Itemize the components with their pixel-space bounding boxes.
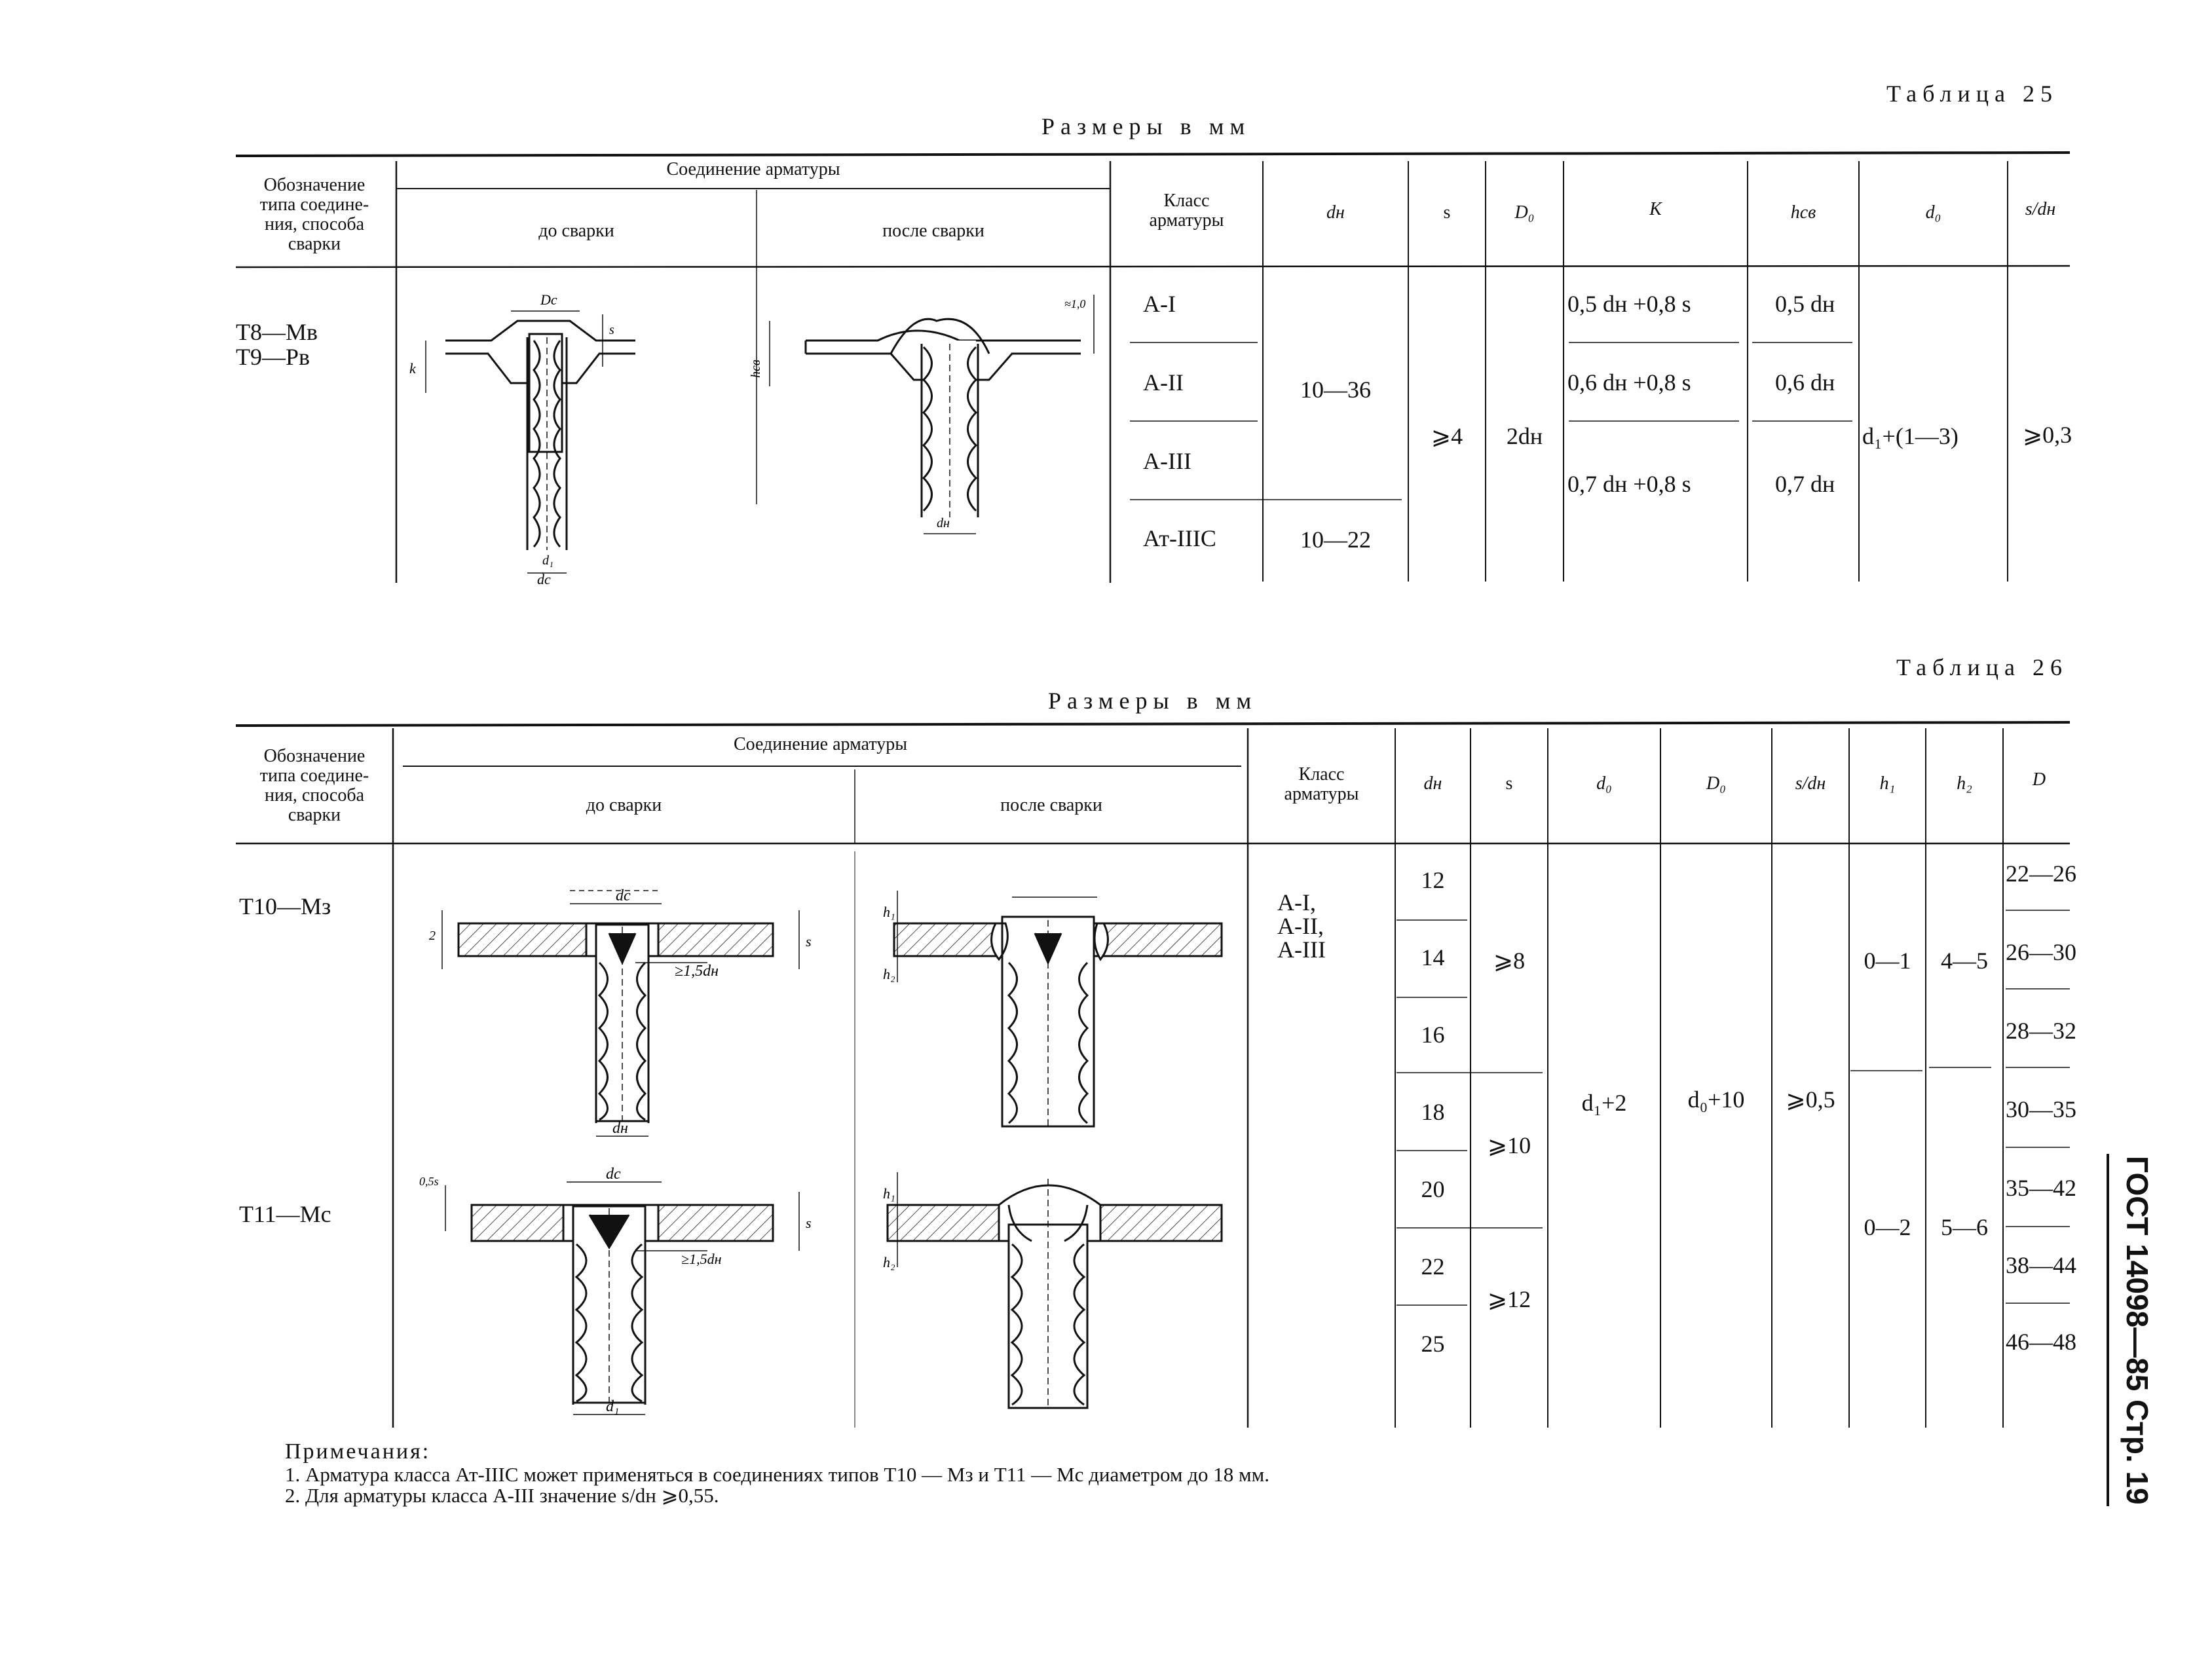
t26-header-before: до сварки [586,795,662,815]
t26-dim-dn-a: dн [612,1120,628,1137]
t25-header-dn: dн [1326,202,1345,223]
t26-class: А-I, А-II, А-III [1277,889,1326,963]
t25-after-weld-drawing [734,282,1100,544]
t26-header-after: после сварки [1000,795,1102,815]
t25-K-1: 0,6 dн +0,8 s [1567,369,1691,396]
t26-dim-h2-b: h₂ [883,1254,895,1270]
t25-before-weld-drawing [409,282,635,587]
t26-dim-s-b: s [806,1215,812,1231]
t25-dn-b: 10—22 [1300,527,1371,553]
t25-dim-dn: dн [937,516,950,530]
t26-dn-4: 20 [1421,1176,1445,1202]
t26-D-2: 28—32 [2006,1018,2076,1044]
t26-D-5: 38—44 [2006,1252,2076,1278]
t26-designation-b: Т11—Мс [239,1201,331,1227]
t26-header-h2: h₂ [1957,773,1972,794]
t26-s-2: ⩾12 [1487,1286,1531,1312]
t26-header-h1: h₁ [1879,773,1896,794]
t26-header-class: Класс арматуры [1284,764,1359,804]
t26-dim-half-s: 0,5s [419,1175,439,1188]
t26-dim-dc-b: dc [606,1166,621,1183]
t26-dn-3: 18 [1421,1099,1445,1125]
t26-dim-h2-a: h₂ [883,966,895,982]
t26-s-0: ⩾8 [1493,948,1526,974]
t26-h2-0: 4—5 [1941,948,1988,974]
t25-dim-Dc: Dc [540,291,557,308]
t26-dn-5: 22 [1421,1253,1445,1280]
t26-t11-after-drawing [871,1153,1238,1428]
t25-hsv-1: 0,6 dн [1775,369,1835,396]
t26-D-1: 26—30 [2006,939,2076,965]
notes-title: Примечания: [285,1439,431,1464]
t26-dn-0: 12 [1421,867,1445,893]
t25-header-joint: Соединение арматуры [666,159,840,179]
note-2: 2. Для арматуры класса А-III значение s/dн ⩾0,55. [285,1484,719,1507]
t26-header-designation: Обозначение типа соедине- ния, способа сварки [259,746,369,825]
t26-dim-d1-b: d₁ [606,1398,620,1415]
t25-header-D0: D₀ [1514,202,1535,223]
t25-s: ⩾4 [1431,423,1463,449]
t25-d0: d₁+(1—3) [1862,423,1959,449]
t26-dim-dc-a: dc [616,887,631,904]
t26-h1-0: 0—1 [1864,948,1911,974]
t26-header-sdn: s/dн [1795,773,1826,794]
t25-dim-k: k [409,360,416,377]
t26-header-D0: D₀ [1706,773,1726,794]
t26-header-s: s [1505,773,1513,794]
side-gost-label: ГОСТ 14098—85 Стр. 19 [2120,1156,2154,1505]
t25-class-3: Ат-IIIС [1143,525,1216,551]
table25-units: Размеры в мм [1041,113,1251,139]
t25-header-d0: d₀ [1925,202,1941,223]
t25-D0: 2dн [1506,423,1543,449]
t26-dim-h1-a: h₁ [883,904,895,920]
t25-dn-a: 10—36 [1300,377,1371,403]
t26-dim-s-a: s [806,933,812,950]
t25-dim-ten: ≈1,0 [1064,297,1086,310]
t26-sdn: ⩾0,5 [1786,1086,1835,1113]
t26-t10-after-drawing [871,871,1238,1146]
t25-header-after: после сварки [882,221,984,241]
t25-header-designation: Обозначение типа соедине- ния, способа сварки [259,175,369,254]
t26-h1-1: 0—2 [1864,1214,1911,1240]
t26-t10-before-drawing [419,871,838,1146]
t25-hsv-2: 0,7 dн [1775,471,1835,497]
t25-dim-s: s [609,323,614,337]
t26-D-6: 46—48 [2006,1329,2076,1355]
t26-header-D: D [2032,769,2046,790]
t25-sdn: ⩾0,3 [2023,422,2072,448]
t25-K-2: 0,7 dн +0,8 s [1567,471,1691,497]
t25-class-0: А-I [1143,291,1176,317]
t26-d0: d₁+2 [1581,1090,1627,1116]
t26-D-3: 30—35 [2006,1096,2076,1122]
t26-header-joint: Соединение арматуры [733,734,908,754]
t25-designation: Т8—Мв Т9—Рв [236,319,318,370]
t26-dn-6: 25 [1421,1331,1445,1357]
t25-header-hsv: hсв [1790,202,1816,223]
t25-class-2: А-III [1143,448,1191,474]
table25-caption: Таблица 25 [1886,81,2058,107]
t26-s-1: ⩾10 [1487,1132,1531,1158]
t26-dn-1: 14 [1421,944,1445,971]
t26-D-0: 22—26 [2006,860,2076,887]
t26-dim-h1-b: h₁ [883,1185,895,1202]
t25-header-class: Класс арматуры [1149,191,1224,231]
table26-caption: Таблица 26 [1896,654,2068,680]
t25-K-0: 0,5 dн +0,8 s [1567,291,1691,317]
t26-dn-2: 16 [1421,1022,1445,1048]
table26-units: Размеры в мм [1048,688,1258,714]
t26-dim-a-a: ≥1,5dн [675,963,719,980]
t25-header-K: K [1649,199,1662,219]
t25-header-sdn: s/dн [2025,199,2056,219]
t26-D-4: 35—42 [2006,1175,2076,1201]
note-1: 1. Арматура класса Ат-IIIС может применяться в соединениях типов Т10 — Мз и Т11 — Мс диаметром до 18 мм. [285,1463,1270,1486]
t26-header-d0: d₀ [1596,773,1612,794]
t26-dim-a-b: ≥1,5dн [681,1251,722,1267]
t26-designation-a: Т10—Мз [239,893,331,919]
t25-header-s: s [1443,202,1451,223]
t25-dim-d1: d₁ [542,553,553,568]
t25-dim-hsv: hсв [749,360,763,378]
t26-dim-two-a: 2 [429,929,436,943]
t25-dim-dc: dc [537,571,551,587]
t25-header-before: до сварки [538,221,614,241]
t26-D0: d₀+10 [1687,1086,1745,1113]
t26-header-dn: dн [1423,773,1442,794]
t26-t11-before-drawing [419,1153,838,1428]
t25-hsv-0: 0,5 dн [1775,291,1835,317]
t25-class-1: А-II [1143,369,1184,396]
t26-h2-1: 5—6 [1941,1214,1988,1240]
